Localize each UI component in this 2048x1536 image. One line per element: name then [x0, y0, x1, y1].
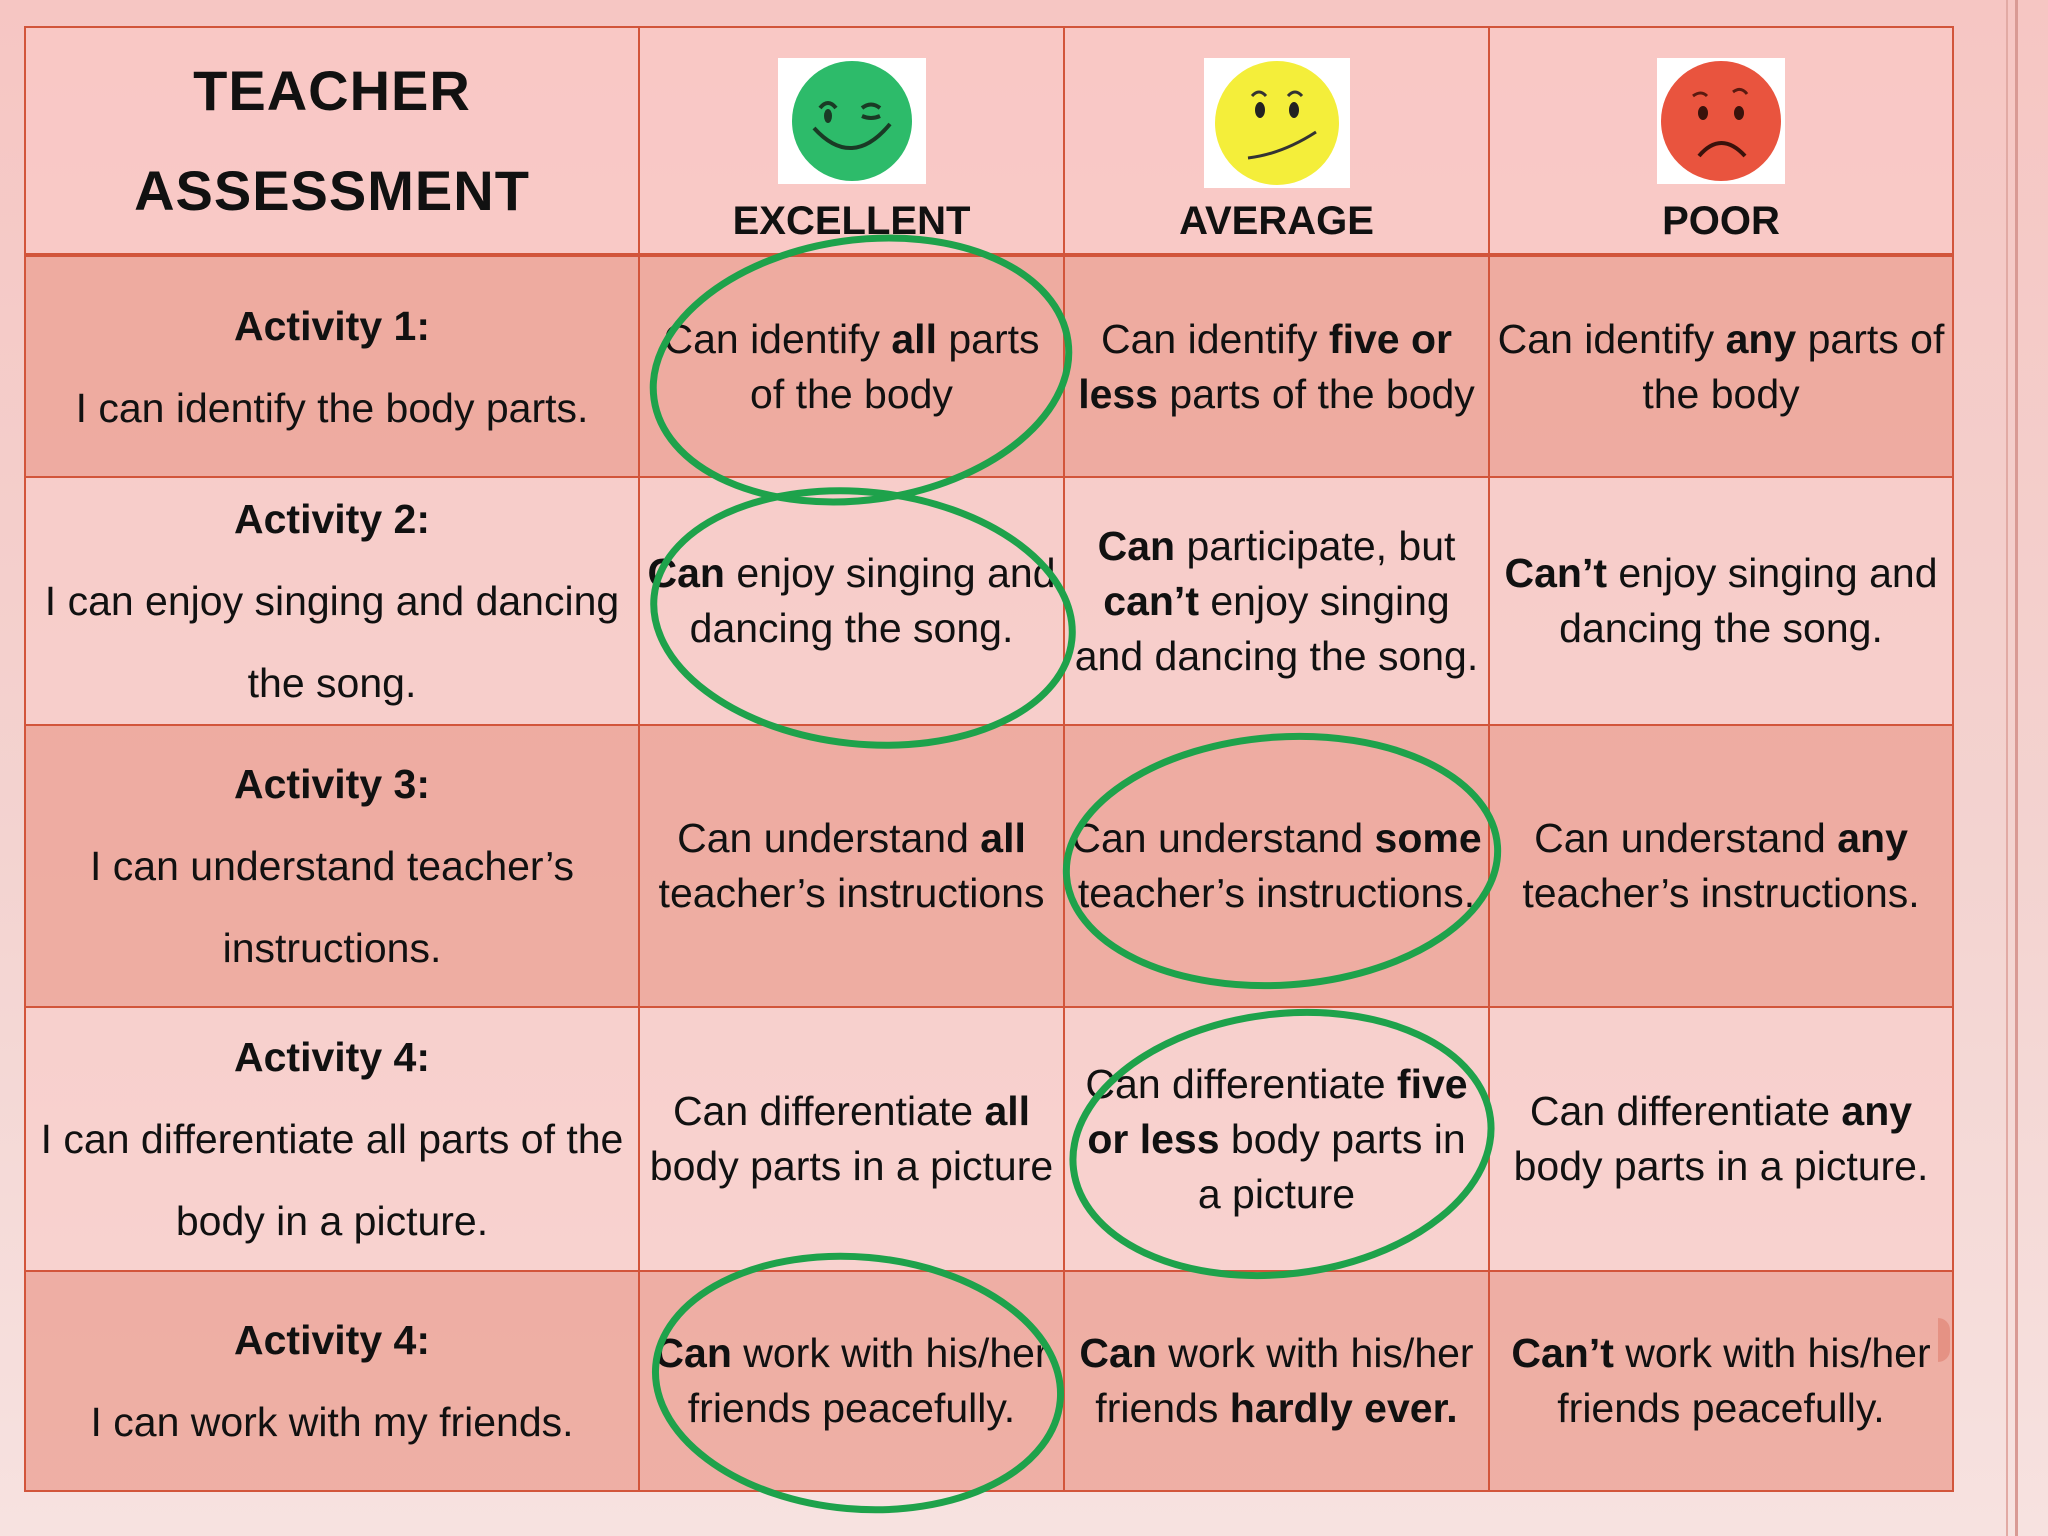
criterion-poor: Can’t enjoy singing and dancing the song.	[1489, 477, 1953, 725]
activity-cell	[25, 255, 639, 477]
criterion-poor: Can understand any teacher’s instructions.	[1489, 725, 1953, 1007]
criterion-average: Can differentiate five or less body parts in a picture	[1064, 1007, 1489, 1271]
criterion-excellent: Can differentiate all body parts in a picture	[639, 1007, 1064, 1271]
rating-label-average: AVERAGE	[1179, 199, 1374, 243]
criterion-average: Can work with his/her friends hardly ever.	[1064, 1271, 1489, 1491]
rubric-row-3	[25, 725, 1953, 1007]
rating-label-excellent: EXCELLENT	[732, 199, 971, 243]
activity-statement: I can understand teacher’s instructions.	[90, 843, 574, 971]
activity-name: Activity 1:	[234, 302, 430, 349]
criterion-excellent: Can understand all teacher’s instructions	[639, 725, 1064, 1007]
criterion-average: Can understand some teacher’s instructions.	[1064, 725, 1489, 1007]
rubric-row-5	[25, 1271, 1953, 1491]
yellow-smiley-icon	[1204, 58, 1350, 188]
rating-header-poor	[1489, 27, 1953, 255]
rating-header-excellent	[639, 27, 1064, 255]
rubric-title-cell	[25, 27, 639, 255]
activity-cell	[25, 725, 639, 1007]
activity-name: Activity 3:	[234, 761, 430, 807]
criterion-excellent: Can enjoy singing and dancing the song.	[639, 477, 1064, 725]
criterion-excellent: Can identify all parts of the body	[639, 255, 1064, 477]
criterion-average: Can participate, but can’t enjoy singing and dancing the song.	[1064, 477, 1489, 725]
activity-name: Activity 2:	[234, 496, 430, 542]
activity-statement: I can differentiate all parts of the body in a picture.	[40, 1116, 624, 1244]
rubric-title-line-1: TEACHER	[193, 58, 471, 122]
activity-cell	[25, 477, 639, 725]
rubric-row-4	[25, 1007, 1953, 1271]
rubric-title-line-2: ASSESSMENT	[134, 158, 530, 222]
criterion-average: Can identify five or less parts of the body	[1064, 255, 1489, 477]
activity-statement: I can work with my friends.	[90, 1399, 574, 1445]
rating-header-average	[1064, 27, 1489, 255]
rubric-row-1	[25, 255, 1953, 477]
rating-label-poor: POOR	[1662, 199, 1780, 243]
activity-statement: I can identify the body parts.	[75, 384, 589, 431]
activity-cell	[25, 1007, 639, 1271]
criterion-excellent: Can work with his/her friends peacefully.	[639, 1271, 1064, 1491]
criterion-poor: Can identify any parts of the body	[1489, 255, 1953, 477]
slide-border-line	[2015, 0, 2018, 1536]
activity-name: Activity 4:	[234, 1034, 430, 1080]
winking-green-smiley-icon	[778, 58, 926, 184]
activity-statement: I can enjoy singing and dancing the song.	[44, 578, 620, 706]
teacher-assessment-rubric	[24, 26, 1954, 1492]
rubric-header-row	[25, 27, 1953, 255]
activity-name: Activity 4:	[234, 1317, 430, 1363]
rubric-row-2	[25, 477, 1953, 725]
criterion-poor: Can differentiate any body parts in a picture.	[1489, 1007, 1953, 1271]
activity-cell	[25, 1271, 639, 1491]
sad-red-face-icon	[1657, 58, 1785, 184]
slide-border-line-inner	[2006, 0, 2008, 1536]
criterion-poor: Can’t work with his/her friends peacefully.	[1489, 1271, 1953, 1491]
